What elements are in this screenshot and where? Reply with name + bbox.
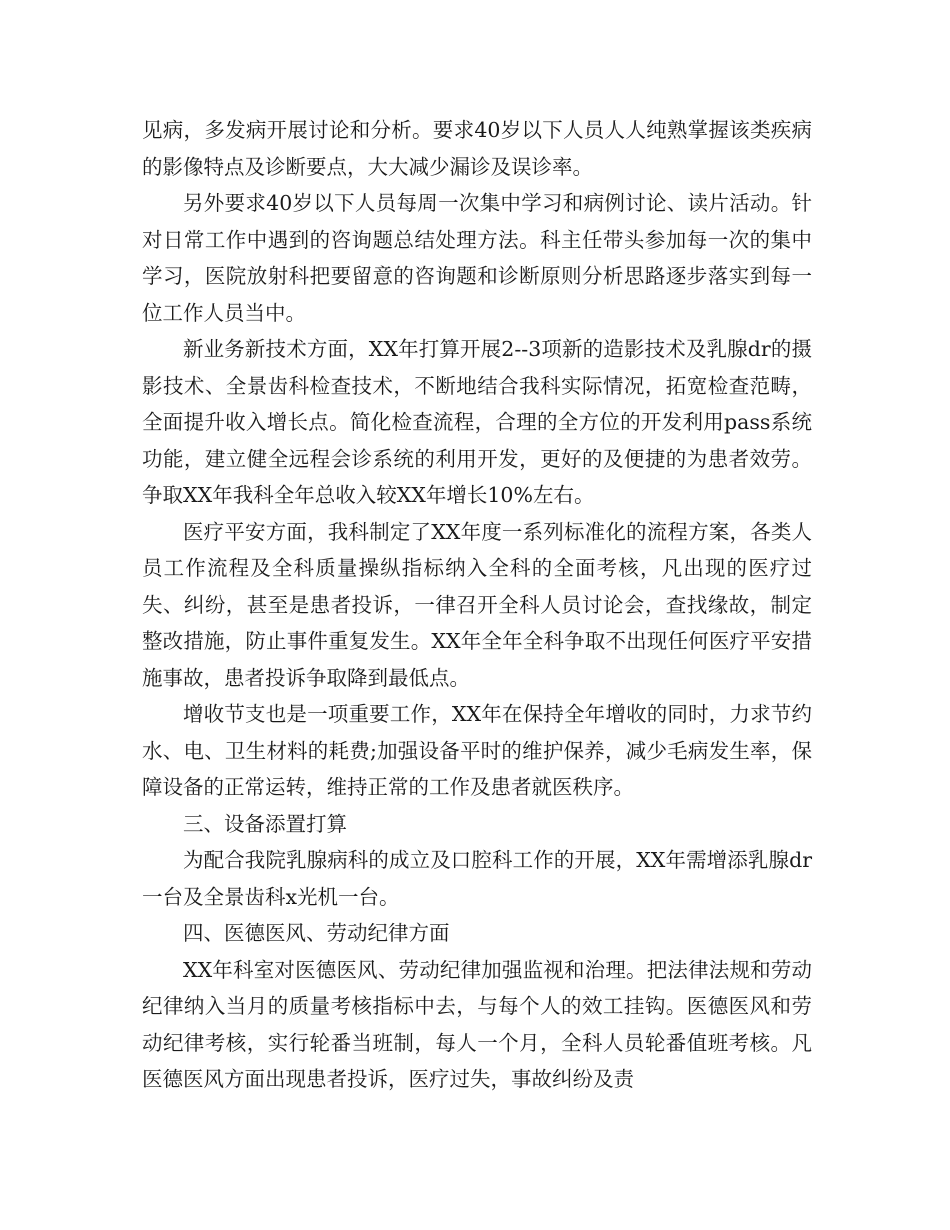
section-heading-equipment: 三、设备添置打算 <box>183 811 347 836</box>
section-heading-ethics: 四、医德医风、劳动纪律方面 <box>183 921 450 945</box>
paragraph-ethics: XX年科室对医德医风、劳动纪律加强监视和治理。把法律法规和劳动纪律纳入当月的质量考核指标中去，与每个人的效工挂钩。医德医风和劳动纪律考核，实行轮番当班制，每人一个月，全科人员轮番值班考核。凡医德医风方面出现患者投诉，医疗过失，事故纠纷及责 <box>142 957 812 1091</box>
document-body <box>142 112 812 1098</box>
paragraph-cost-saving: 增收节支也是一项重要工作，XX年在保持全年增收的同时，力求节约水、电、卫生材料的耗费;加强设备平时的维护保养，减少毛病发生率，保障设备的正常运转，维持正常的工作及患者就医秩序。 <box>142 702 812 799</box>
paragraph-continued: 见病，多发病开展讨论和分析。要求40岁以下人员人人纯熟掌握该类疾病的影像特点及诊断要点，大大减少漏诊及误诊率。 <box>142 118 812 179</box>
paragraph-equipment: 为配合我院乳腺病科的成立及口腔科工作的开展，XX年需增添乳腺dr一台及全景齿科x光机一台。 <box>142 848 812 909</box>
paragraph-new-technology: 新业务新技术方面，XX年打算开展2--3项新的造影技术及乳腺dr的摄影技术、全景齿科检查技术，不断地结合我科实际情况，拓宽检查范畴，全面提升收入增长点。简化检查流程，合理的全方位的开发利用pass系统功能，建立健全远程会诊系统的利用开发，更好的及便捷的为患者效劳。争取XX年我科全年总收入较XX年增长10%左右。 <box>142 337 812 507</box>
paragraph-study-plan: 另外要求40岁以下人员每周一次集中学习和病例讨论、读片活动。针对日常工作中遇到的咨询题总结处理方法。科主任带头参加每一次的集中学习，医院放射科把要留意的咨询题和诊断原则分析思路逐步落实到每一位工作人员当中。 <box>142 191 812 325</box>
paragraph-medical-safety: 医疗平安方面，我科制定了XX年度一系列标准化的流程方案，各类人员工作流程及全科质量操纵指标纳入全科的全面考核，凡出现的医疗过失、纠纷，甚至是患者投诉，一律召开全科人员讨论会，查找缘故，制定整改措施，防止事件重复发生。XX年全年全科争取不出现任何医疗平安措施事故，患者投诉争取降到最低点。 <box>142 519 812 690</box>
